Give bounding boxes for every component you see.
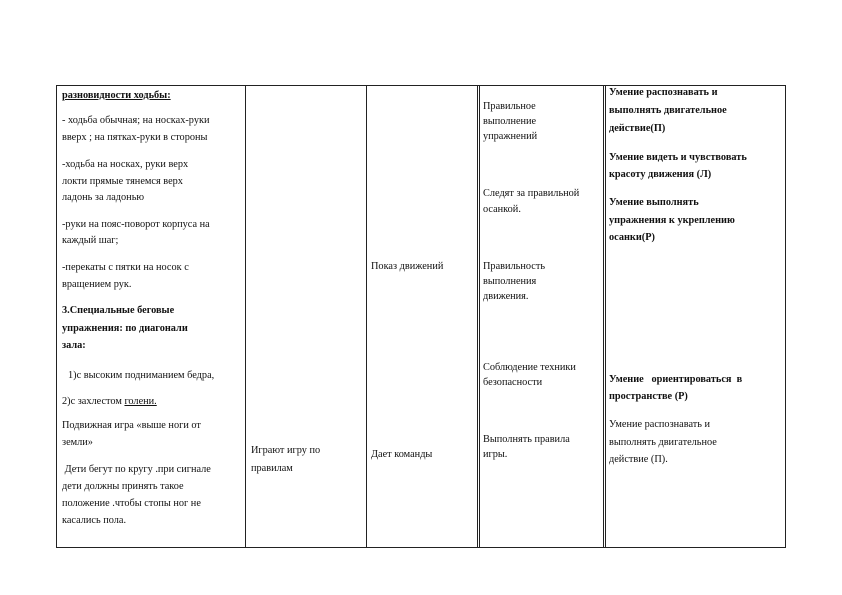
control-text: движения.	[483, 291, 529, 302]
outcome-text: упражнения к укреплению	[609, 215, 735, 226]
control-text: выполнение	[483, 116, 537, 127]
outcome-text: выполнять двигательное	[609, 437, 717, 448]
running-exercises-heading: 3.Специальные беговые	[62, 305, 175, 316]
exercise-line: ладонь за ладонью	[62, 192, 145, 203]
game-description: положение .чтобы стопы ног не	[62, 498, 201, 509]
game-description: касались пола.	[62, 515, 127, 526]
control-text: осанкой.	[483, 204, 521, 215]
outcome-text: осанки(Р)	[609, 232, 655, 243]
control-text: Выполнять правила	[483, 434, 570, 445]
exercise-line: каждый шаг;	[62, 235, 119, 246]
outcome-text: выполнять двигательное	[609, 105, 727, 116]
control-text: безопасности	[483, 377, 543, 388]
teacher-activity-text: Показ движений	[371, 261, 444, 272]
outcome-text: Умение выполнять	[609, 197, 699, 208]
column-divider-2	[366, 86, 367, 547]
running-exercises-heading: зала:	[62, 340, 86, 351]
teacher-activity-text: Дает команды	[371, 449, 433, 460]
control-text: Следят за правильной	[483, 188, 580, 199]
running-exercises-heading: упражнения: по диагонали	[62, 323, 188, 334]
game-title: земли»	[62, 437, 93, 448]
student-activity-text: правилам	[251, 463, 293, 474]
outcome-text: красоту движения (Л)	[609, 169, 712, 180]
exercise-line: локти прямые тянемся верх	[62, 176, 183, 187]
outcome-text: пространстве (Р)	[609, 391, 688, 402]
exercise-line: -ходьба на носках, руки верх	[62, 159, 189, 170]
game-description: дети должны принять такое	[62, 481, 184, 492]
column-divider-3	[477, 86, 480, 547]
exercise-line: - ходьба обычная; на носках-руки	[62, 115, 210, 126]
outcome-text: Умение видеть и чувствовать	[609, 152, 747, 163]
walking-types-heading: разновидности ходьбы:	[62, 90, 171, 101]
control-text: Соблюдение техники	[483, 362, 576, 373]
game-title: Подвижная игра «выше ноги от	[62, 420, 201, 431]
outcome-text: действие(П)	[609, 123, 666, 134]
exercise-line: -руки на пояс-поворот корпуса на	[62, 219, 210, 230]
column-divider-4	[603, 86, 606, 547]
exercise-line: 1)с высоким подниманием бедра,	[68, 370, 215, 381]
control-text: упражнений	[483, 131, 538, 142]
outcome-text: Умение распознавать и	[609, 419, 711, 430]
control-text: выполнения	[483, 276, 537, 287]
control-text: Правильность	[483, 261, 546, 272]
exercise-line: вверх ; на пятках-руки в стороны	[62, 132, 208, 143]
column-divider-1	[245, 86, 246, 547]
game-description: Дети бегут по кругу .при сигнале	[62, 464, 211, 475]
exercise-line: 2)с захлестом голени.	[62, 396, 157, 407]
control-text: Правильное	[483, 101, 536, 112]
exercise-line: -перекаты с пятки на носок с	[62, 262, 189, 273]
student-activity-text: Играют игру по	[251, 445, 321, 456]
outcome-text: Умение ориентироваться в	[609, 374, 743, 385]
control-text: игры.	[483, 449, 508, 460]
outcome-text: Умение распознавать и	[609, 87, 718, 98]
exercise-line: вращением рук.	[62, 279, 132, 290]
outcome-text: действие (П).	[609, 454, 668, 465]
